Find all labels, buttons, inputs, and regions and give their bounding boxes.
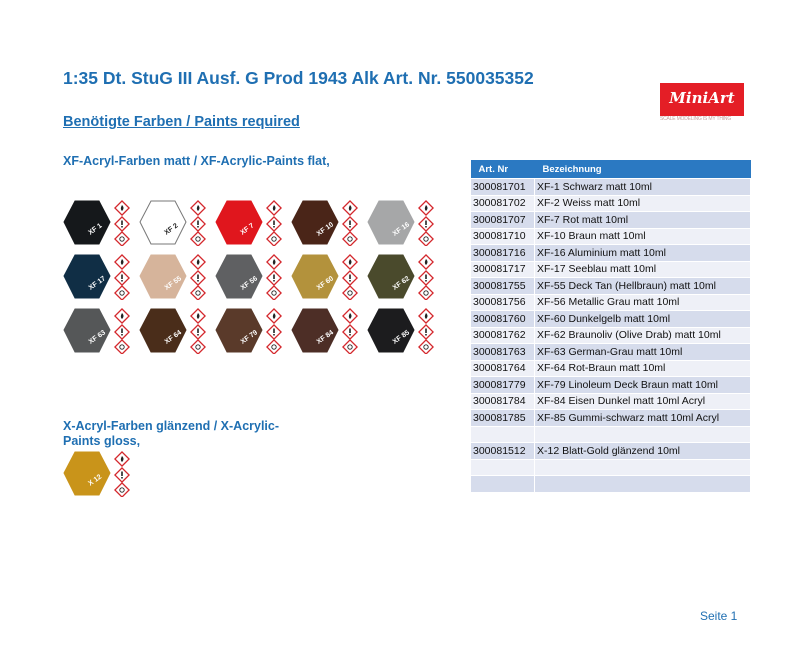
paint-swatch-xf-60 — [290, 252, 362, 302]
header-art-nr: Art. Nr — [471, 160, 535, 179]
cell-art-nr: 300081707 — [471, 212, 535, 229]
cell-description — [535, 459, 751, 476]
cell-description: XF-56 Metallic Grau matt 10ml — [535, 294, 751, 311]
paint-code-label: XF 84 — [315, 329, 336, 346]
table-row — [471, 212, 751, 229]
cell-art-nr: 300081710 — [471, 228, 535, 245]
paint-hexagon-icon — [62, 198, 112, 248]
hazard-warning-icon — [114, 451, 130, 497]
table-row — [471, 195, 751, 212]
cell-art-nr: 300081763 — [471, 344, 535, 361]
logo-tagline: SCALE MODELING IS MY THING — [660, 116, 732, 122]
cell-art-nr — [471, 476, 535, 493]
cell-description: XF-85 Gummi-schwarz matt 10ml Acryl — [535, 410, 751, 427]
paint-code-label: X 12 — [87, 473, 104, 488]
paint-swatch-xf-64 — [138, 306, 210, 356]
paint-swatch-xf-2 — [138, 198, 210, 248]
header-description: Bezeichnung — [535, 160, 751, 179]
logo-brand: MiniArt — [669, 89, 735, 107]
cell-description: XF-79 Linoleum Deck Braun matt 10ml — [535, 377, 751, 394]
flat-paints-heading: XF-Acryl-Farben matt / XF-Acrylic-Paints flat, — [63, 154, 330, 168]
cell-description: XF-7 Rot matt 10ml — [535, 212, 751, 229]
paint-swatch — [64, 452, 110, 495]
cell-art-nr: 300081717 — [471, 261, 535, 278]
cell-art-nr: 300081756 — [471, 294, 535, 311]
paint-hexagon-icon — [138, 198, 188, 248]
hazard-warning-icon — [266, 308, 282, 354]
paint-code-label: XF 85 — [391, 329, 412, 346]
hazard-warning-icon — [190, 254, 206, 300]
hazard-warning-icon — [114, 254, 130, 300]
hazard-warning-icon — [342, 254, 358, 300]
paint-code-label: XF 16 — [391, 221, 412, 238]
cell-art-nr — [471, 459, 535, 476]
miniart-logo — [660, 83, 744, 123]
table-row — [471, 410, 751, 427]
cell-description: XF-2 Weiss matt 10ml — [535, 195, 751, 212]
hazard-warning-icon — [266, 254, 282, 300]
paint-code-label: XF 17 — [87, 275, 108, 292]
cell-description: XF-1 Schwarz matt 10ml — [535, 179, 751, 196]
hazard-warning-icon — [190, 200, 206, 246]
paint-code-label: XF 1 — [87, 222, 104, 237]
paint-swatch-xf-62 — [366, 252, 438, 302]
paint-swatch-xf-63 — [62, 306, 134, 356]
paint-swatch-xf-1 — [62, 198, 134, 248]
table-row — [471, 245, 751, 262]
cell-art-nr: 300081755 — [471, 278, 535, 295]
hazard-warning-icon — [114, 308, 130, 354]
paint-hexagon-icon — [62, 449, 112, 499]
paint-code-label: XF 10 — [315, 221, 336, 238]
paint-swatch-xf-85 — [366, 306, 438, 356]
cell-art-nr: 300081760 — [471, 311, 535, 328]
paint-hexagon-icon — [214, 198, 264, 248]
cell-description: XF-60 Dunkelgelb matt 10ml — [535, 311, 751, 328]
hazard-warning-icon — [342, 308, 358, 354]
hazard-warning-icon — [190, 308, 206, 354]
paint-code-label: XF 79 — [239, 329, 260, 346]
paint-code-label: XF 7 — [239, 222, 256, 237]
paint-swatch-xf-55 — [138, 252, 210, 302]
cell-description — [535, 426, 751, 443]
cell-description: XF-62 Braunoliv (Olive Drab) matt 10ml — [535, 327, 751, 344]
paint-code-label: XF 2 — [163, 222, 180, 237]
paint-swatch — [64, 201, 110, 244]
paint-code-label: XF 63 — [87, 329, 108, 346]
paint-swatch-xf-7 — [214, 198, 286, 248]
paints-required-heading: Benötigte Farben / Paints required — [63, 114, 300, 130]
cell-art-nr: 300081785 — [471, 410, 535, 427]
paint-swatch-xf-56 — [214, 252, 286, 302]
cell-art-nr: 300081779 — [471, 377, 535, 394]
cell-description: XF-55 Deck Tan (Hellbraun) matt 10ml — [535, 278, 751, 295]
cell-art-nr: 300081764 — [471, 360, 535, 377]
table-row — [471, 443, 751, 460]
table-row — [471, 360, 751, 377]
table-row — [471, 327, 751, 344]
paint-swatch-xf-84 — [290, 306, 362, 356]
cell-art-nr — [471, 426, 535, 443]
hazard-warning-icon — [418, 200, 434, 246]
table-header-row — [471, 160, 751, 179]
table-row — [471, 179, 751, 196]
paint-code-label: XF 56 — [239, 275, 260, 292]
paint-code-label: XF 62 — [391, 275, 412, 292]
paint-code-label: XF 64 — [163, 329, 184, 346]
cell-description: XF-63 German-Grau matt 10ml — [535, 344, 751, 361]
paint-article-table — [470, 160, 751, 493]
table-row — [471, 476, 751, 493]
paint-swatch-xf-10 — [290, 198, 362, 248]
paint-swatch — [140, 201, 186, 244]
document-title: 1:35 Dt. StuG III Ausf. G Prod 1943 Alk Art. Nr. 550035352 — [63, 68, 534, 88]
hazard-warning-icon — [342, 200, 358, 246]
cell-art-nr: 300081716 — [471, 245, 535, 262]
cell-description — [535, 476, 751, 493]
hazard-warning-icon — [114, 200, 130, 246]
paint-swatch-x-12 — [62, 449, 134, 499]
table-row — [471, 344, 751, 361]
cell-art-nr: 300081784 — [471, 393, 535, 410]
paint-code-label: XF 60 — [315, 275, 336, 292]
cell-description: XF-84 Eisen Dunkel matt 10ml Acryl — [535, 393, 751, 410]
table-row — [471, 377, 751, 394]
paint-swatch-xf-79 — [214, 306, 286, 356]
paint-swatch-xf-17 — [62, 252, 134, 302]
paint-swatch-xf-16 — [366, 198, 438, 248]
hazard-warning-icon — [418, 254, 434, 300]
table-row — [471, 278, 751, 295]
cell-art-nr: 300081762 — [471, 327, 535, 344]
gloss-paints-heading: X-Acryl-Farben glänzend / X-Acrylic-Paints gloss, — [63, 419, 280, 448]
table-row — [471, 311, 751, 328]
cell-description: XF-16 Aluminium matt 10ml — [535, 245, 751, 262]
cell-description: XF-64 Rot-Braun matt 10ml — [535, 360, 751, 377]
table-row — [471, 261, 751, 278]
hazard-warning-icon — [418, 308, 434, 354]
cell-art-nr: 300081702 — [471, 195, 535, 212]
table-row — [471, 426, 751, 443]
table-row — [471, 294, 751, 311]
table-row — [471, 393, 751, 410]
table-row — [471, 459, 751, 476]
hazard-warning-icon — [266, 200, 282, 246]
table-body — [471, 179, 751, 493]
paint-code-label: XF 55 — [163, 275, 184, 292]
cell-description: XF-10 Braun matt 10ml — [535, 228, 751, 245]
page-number: Seite 1 — [700, 609, 738, 623]
cell-description: X-12 Blatt-Gold glänzend 10ml — [535, 443, 751, 460]
table-row — [471, 228, 751, 245]
cell-art-nr: 300081512 — [471, 443, 535, 460]
cell-art-nr: 300081701 — [471, 179, 535, 196]
paint-swatch — [216, 201, 262, 244]
cell-description: XF-17 Seeblau matt 10ml — [535, 261, 751, 278]
